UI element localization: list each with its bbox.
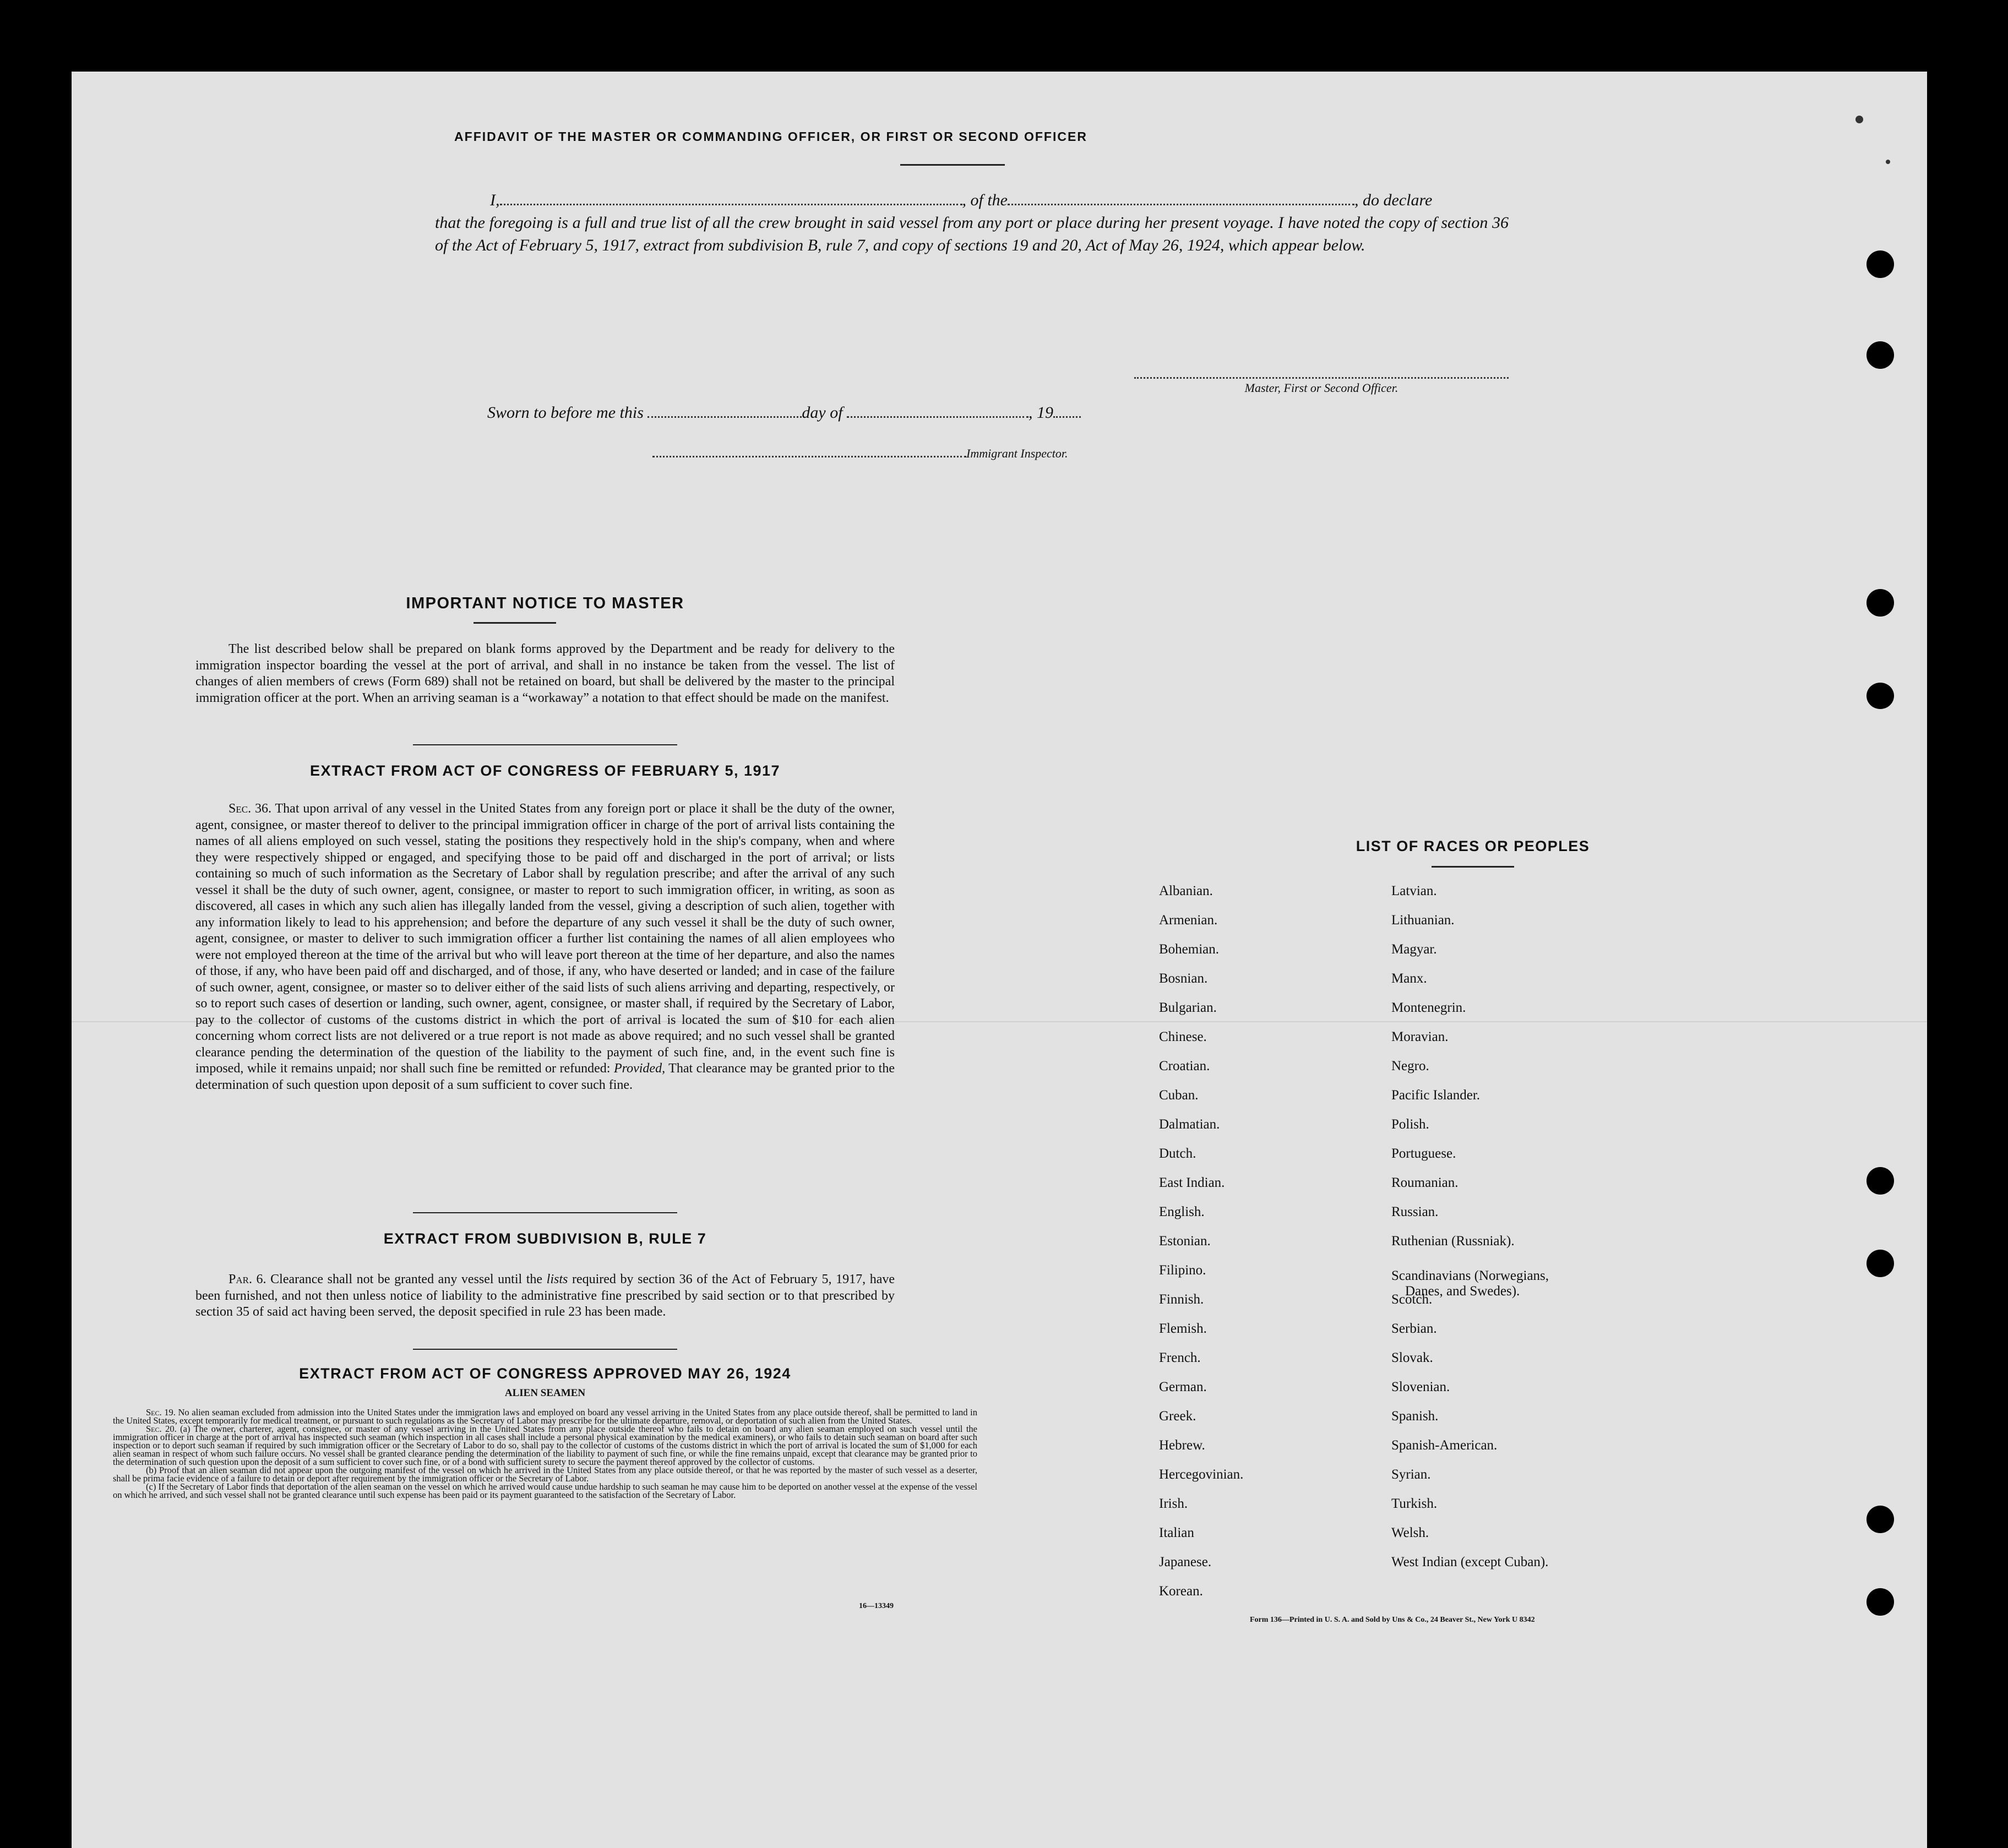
race-item: Roumanian. xyxy=(1391,1175,1459,1190)
printer-footer: Form 136—Printed in U. S. A. and Sold by Uns & Co., 24 Beaver St., New York U 8342 xyxy=(1250,1616,1535,1624)
race-item: Manx. xyxy=(1391,971,1427,986)
race-item: Greek. xyxy=(1159,1409,1196,1424)
race-item: Scandinavians (Norwegians, xyxy=(1391,1268,1549,1283)
document-page xyxy=(72,72,1927,1848)
race-item: Polish. xyxy=(1391,1117,1429,1132)
race-item: Slovenian. xyxy=(1391,1380,1450,1394)
inspector-line xyxy=(652,446,1068,461)
punch-hole xyxy=(1866,589,1894,617)
signature-line xyxy=(1134,377,1509,379)
race-item: East Indian. xyxy=(1159,1175,1225,1190)
sec20-lead: Sec. 20. xyxy=(146,1424,177,1434)
title-rule xyxy=(900,164,1005,166)
extract1-lead: Sec. 36. xyxy=(228,802,272,816)
affidavit-body: that the foregoing is a full and true list of all the crew brought in said vessel from any port or place during her present voyage. I have noted the copy of section 36 of the Act of February 5, 1917, extract from subdivision B, rule 7, and copy of sections 19 and 20, Act of May 26, 1924, which appear below. xyxy=(435,214,1509,254)
sworn-text: Sworn to before me this xyxy=(487,404,644,422)
race-item: Welsh. xyxy=(1391,1525,1429,1540)
sec19-text: No alien seaman excluded from admission into the United States under the immigration laws and employed on board any vessel arriving in the United States from any place outside thereof, shall be permitted to land in the United States, except temporarily for medical treatment, or pursuant to such regulations as the Secretary of Labor may prescribe for the ultimate departure, removal, or deportation of such alien from the United States. xyxy=(113,1407,977,1426)
punch-hole xyxy=(1866,1167,1894,1195)
sec19-paragraph xyxy=(113,1408,977,1425)
race-item: Moravian. xyxy=(1391,1029,1449,1044)
sworn-year: , 19 xyxy=(1029,404,1054,422)
race-item: Chinese. xyxy=(1159,1029,1207,1044)
paper-speck xyxy=(1855,116,1863,123)
inspector-label: Immigrant Inspector. xyxy=(966,446,1068,460)
race-item: Dalmatian. xyxy=(1159,1117,1220,1132)
race-item: Spanish. xyxy=(1391,1409,1439,1424)
extract1-text: That upon arrival of any vessel in the United States from any foreign port or place it shall be the duty of the owner, agent, consignee, or master thereof to deliver to the principal immigration officer in charge of the port of arrival lists containing the names of all aliens employed on such vessel, stating the positions they respectively hold in the ship's company, when and where they were respectively shipped or engaged, and specifying those to be paid off and discharged in the port of arrival; or lists containing so much of such information as the Secretary of Labor shall by regulation prescribe; and after the arrival of any such vessel it shall be the duty of such owner, agent, consignee, or master to report to such immigration officer, in writing, as soon as discovered, all cases in which any such alien has illegally landed from the vessel, giving a description of such alien, together with any information likely to lead to his apprehension; and before the departure of any such vessel it shall be the duty of such owner, agent, consignee, or master to deliver to such immigration officer a further list containing the names of all alien employees who were not employed thereon at the time of the arrival but who will leave port thereon at the time of her departure, and also the names of those, if any, who have been paid off and discharged, and of those, if any, who have deserted or landed; and in case of the failure of such owner, agent, consignee, or master so to deliver either of the said lists of such aliens arriving and departing, respectively, or so to report such cases of desertion or landing, such owner, agent, consignee, or master shall, if required by the Secretary of Labor, pay to the collector of customs of the customs district in which the port of arrival is located the sum of $10 for each alien concerning whom correct lists are not delivered or a true report is not made as above required; and no such vessel shall be granted clearance pending the determination of the question of the liability to the payment of such fine, and, in the event such fine is imposed, while it remains unpaid; nor shall such fine be remitted or refunded: xyxy=(195,802,895,1076)
race-item: West Indian (except Cuban). xyxy=(1391,1555,1549,1569)
race-item: Irish. xyxy=(1159,1496,1188,1511)
race-item: German. xyxy=(1159,1380,1207,1394)
race-item: Flemish. xyxy=(1159,1321,1207,1336)
extract2-lists: lists xyxy=(546,1272,568,1286)
race-item: Croatian. xyxy=(1159,1059,1210,1073)
race-item: Scotch. xyxy=(1391,1292,1433,1307)
race-item: Albanian. xyxy=(1159,884,1213,898)
punch-hole xyxy=(1866,250,1894,278)
race-item: Serbian. xyxy=(1391,1321,1437,1336)
sec19-lead: Sec. 19. xyxy=(146,1407,176,1418)
sec20c-paragraph: (c) If the Secretary of Labor finds that deportation of the alien seaman on the vessel on which he arrived would cause undue hardship to such seaman he may cause him to be deported on another vessel at the expense of the vessel on which he arrived, and such vessel shall not be granted clearance until such expense has been paid or its payment guaranteed to the satisfaction of the Secretary of Labor. xyxy=(113,1481,977,1500)
form-code: 16—13349 xyxy=(859,1602,894,1610)
sworn-day-blank xyxy=(647,402,802,418)
punch-hole xyxy=(1866,341,1894,369)
race-item: Dutch. xyxy=(1159,1146,1196,1161)
race-item: Cuban. xyxy=(1159,1088,1199,1103)
punch-hole xyxy=(1866,1250,1894,1277)
sec20b-paragraph: (b) Proof that an alien seaman did not appear upon the outgoing manifest of the vessel on which he arrived in the United States from any place outside thereof, or that he was reported by the master of such vessel as a deserter, shall be prima facie evidence of a failure to detain or deport after requirement by the immigration officer or the Secretary of Labor. xyxy=(113,1465,977,1484)
race-item: Bosnian. xyxy=(1159,971,1208,986)
notice-rule xyxy=(474,622,556,624)
race-item: Bulgarian. xyxy=(1159,1000,1217,1015)
sworn-year-blank xyxy=(1053,402,1081,418)
decl-of-the: , of the xyxy=(962,191,1008,209)
race-item: Negro. xyxy=(1391,1059,1429,1073)
race-item: Montenegrin. xyxy=(1391,1000,1466,1015)
race-item: Korean. xyxy=(1159,1584,1203,1599)
notice-title: IMPORTANT NOTICE TO MASTER xyxy=(406,595,684,612)
extract2-body xyxy=(195,1272,895,1321)
race-item: Russian. xyxy=(1391,1204,1439,1219)
race-item: Slovak. xyxy=(1391,1350,1433,1365)
race-item: Estonian. xyxy=(1159,1234,1211,1249)
signature-block xyxy=(1134,377,1509,395)
race-item: English. xyxy=(1159,1204,1205,1219)
notice-body: The list described below shall be prepared on blank forms approved by the Department and be ready for delivery to the immigration inspector boarding the vessel at the port of arrival, and shall in no instance be taken from the vessel. The list of changes of alien members of crews (Form 689) shall not be retained on board, but shall be delivered by the master to the principal immigration officer at the port. When an arriving seaman is a “workaway” a notation to that effect should be made on the manifest. xyxy=(195,642,895,705)
signature-label: Master, First or Second Officer. xyxy=(1244,381,1398,395)
decl-do-declare: , do declare xyxy=(1354,191,1433,209)
extract3-body xyxy=(113,1408,977,1499)
race-item: Armenian. xyxy=(1159,913,1218,928)
sworn-day-of: day of xyxy=(802,404,843,422)
decl-i: I, xyxy=(490,191,500,209)
sworn-month-blank xyxy=(847,402,1029,418)
race-item: Latvian. xyxy=(1391,884,1437,898)
race-item: Portuguese. xyxy=(1391,1146,1456,1161)
extract2-text-b: required by section 36 of the Act of February 5, 1917, have been furnished, and not then unless notice of liability to the administrative fine prescribed by said section or to that prescribed by section 35 of said act having been served, the deposit specified in rule 23 has been made. xyxy=(195,1272,895,1319)
race-item: Italian xyxy=(1159,1525,1194,1540)
race-item: Spanish-American. xyxy=(1391,1438,1498,1453)
affidavit-title: AFFIDAVIT OF THE MASTER OR COMMANDING OFFICER, OR FIRST OR SECOND OFFICER xyxy=(454,129,1087,144)
inspector-blank xyxy=(652,446,966,457)
sec20a-paragraph xyxy=(113,1425,977,1466)
race-item: Lithuanian. xyxy=(1391,913,1455,928)
name-blank xyxy=(500,189,962,205)
separator-rule xyxy=(413,1349,677,1350)
race-item: Pacific Islander. xyxy=(1391,1088,1481,1103)
separator-rule xyxy=(413,1212,677,1213)
extract1-body xyxy=(195,801,895,1093)
race-item: Filipino. xyxy=(1159,1263,1206,1278)
races-rule xyxy=(1432,866,1514,868)
race-item: Danes, and Swedes). xyxy=(1405,1284,1520,1299)
punch-hole xyxy=(1866,683,1894,709)
races-title: LIST OF RACES OR PEOPLES xyxy=(1356,838,1590,854)
race-item: Hebrew. xyxy=(1159,1438,1205,1453)
race-item: Japanese. xyxy=(1159,1555,1212,1569)
race-item: Ruthenian (Russniak). xyxy=(1391,1234,1515,1249)
extract3-title: EXTRACT FROM ACT OF CONGRESS APPROVED MAY 26, 1924 xyxy=(299,1365,791,1382)
race-item: Turkish. xyxy=(1391,1496,1438,1511)
extract3-subtitle: ALIEN SEAMEN xyxy=(504,1387,586,1399)
race-item: Bohemian. xyxy=(1159,942,1220,957)
sworn-line xyxy=(487,402,1081,422)
extract2-title: EXTRACT FROM SUBDIVISION B, RULE 7 xyxy=(383,1230,707,1247)
race-item: Hercegovinian. xyxy=(1159,1467,1244,1482)
paper-speck xyxy=(1886,160,1890,164)
race-item: Finnish. xyxy=(1159,1292,1204,1307)
race-item: French. xyxy=(1159,1350,1201,1365)
affidavit-declaration xyxy=(435,189,1509,257)
punch-hole xyxy=(1866,1506,1894,1533)
extract1-provided: Provided, xyxy=(613,1061,666,1076)
extract1-title: EXTRACT FROM ACT OF CONGRESS OF FEBRUARY 5, 1917 xyxy=(309,762,781,779)
extract2-lead: Par. 6. xyxy=(228,1272,266,1286)
race-item: Magyar. xyxy=(1391,942,1437,957)
extract1-tail: That clearance may be granted prior to the determination of such question upon deposit of a sum sufficient to cover such fine. xyxy=(195,1061,895,1092)
extract2-text-a: Clearance shall not be granted any vessel until the xyxy=(270,1272,543,1286)
race-item: Syrian. xyxy=(1391,1467,1431,1482)
separator-rule xyxy=(413,744,677,745)
vessel-blank xyxy=(1008,189,1354,205)
sec20a-text: (a) The owner, charterer, agent, consignee, or master of any vessel arriving in the United States from any place outside thereof who fails to detain on board any alien seaman employed on such vessel until the immigration officer in charge at the port of arrival has inspected such seaman (which inspection in all cases shall include a personal physical examination by the medical examiners), or who fails to detain such seaman on board after such inspection or to deport such seaman if required by such immigration officer or the Secretary of Labor to do so, shall pay to the collector of customs of the customs district in which the port of arrival is located the sum of $1,000 for each alien seaman in respect of whom such failure occurs. No vessel shall be granted clearance pending the determination of the liability to payment of such fine, or while the fine remains unpaid, except that clearance may be granted prior to the determination of such question upon the deposit of a sum sufficient to cover such fine, or of a bond with sufficient surety to secure the payment thereof approved by the collector of customs. xyxy=(113,1424,977,1467)
punch-hole xyxy=(1866,1588,1894,1616)
